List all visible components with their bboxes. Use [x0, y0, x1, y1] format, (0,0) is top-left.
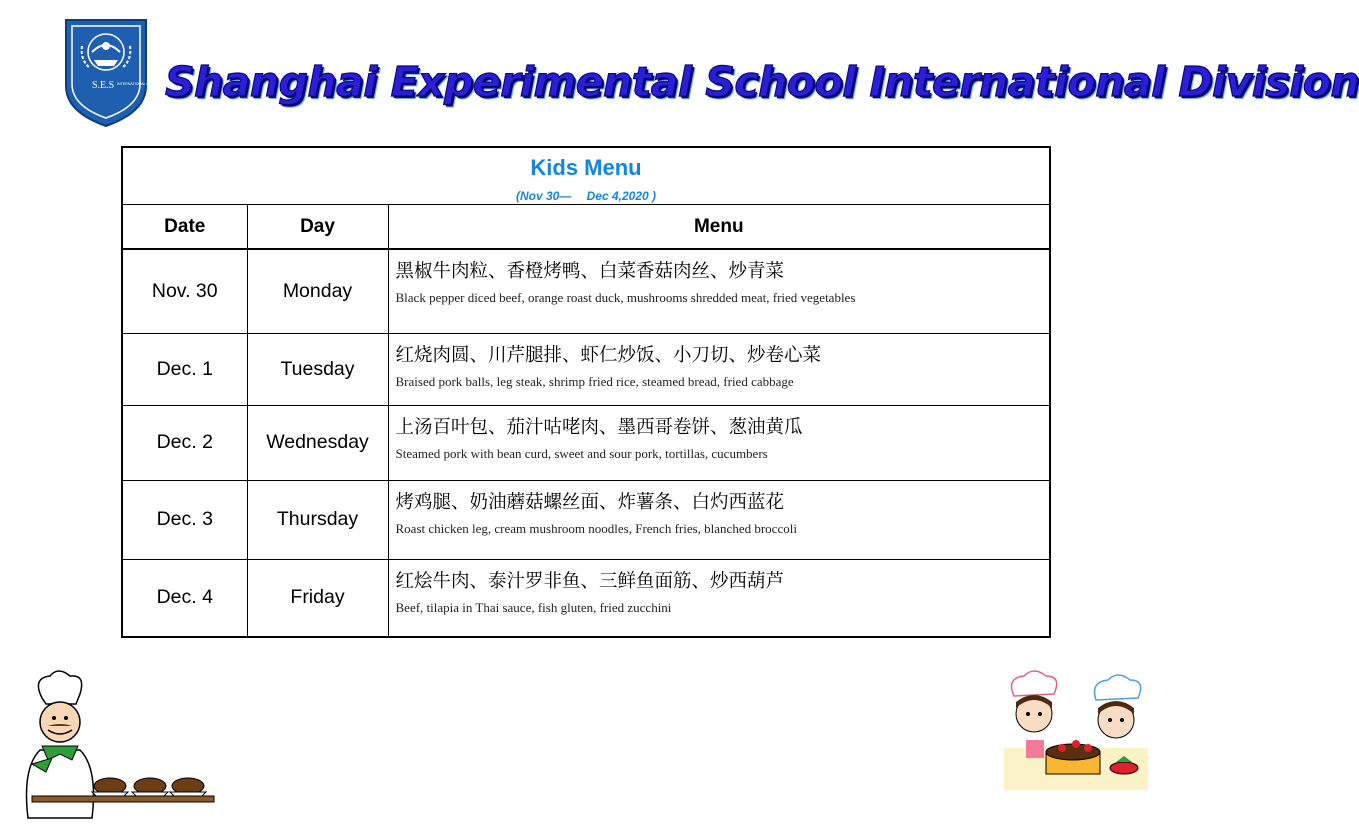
date-cell: Nov. 30: [122, 249, 247, 333]
day-cell: Friday: [247, 559, 388, 637]
menu-chinese: 黑椒牛肉粒、香橙烤鸭、白菜香菇肉丝、炒青菜: [395, 261, 785, 282]
menu-date-range: (Nov 30— Dec 4,2020 ): [515, 189, 657, 203]
menu-cell: [388, 333, 1050, 405]
menu-cell: [388, 249, 1050, 333]
menu-table: [121, 146, 1051, 638]
school-title: Shanghai Experimental School International Division: [165, 58, 1359, 106]
table-row: [122, 333, 1050, 405]
chef-illustration: [12, 668, 212, 820]
column-header-menu: Menu: [388, 205, 1050, 250]
menu-chinese: 红烩牛肉、泰汁罗非鱼、三鲜鱼面筋、炒西葫芦: [395, 570, 785, 592]
shield-logo-icon: [62, 16, 163, 130]
menu-header: [122, 147, 1050, 205]
kids-baking-illustration: [1000, 668, 1152, 794]
day-cell: Thursday: [247, 480, 388, 559]
menu-cell: [388, 559, 1050, 637]
menu-cell: [388, 405, 1050, 480]
menu-english: Black pepper diced beef, orange roast duck, mushrooms shredded meat, fried vegetables: [395, 290, 856, 305]
menu-english: Braised pork balls, leg steak, shrimp fried rice, steamed bread, fried cabbage: [395, 373, 794, 389]
day-cell: Tuesday: [247, 333, 388, 405]
menu-chinese: 红烧肉圆、川芹腿排、虾仁炒饭、小刀切、炒卷心菜: [395, 344, 822, 366]
day-cell: Wednesday: [247, 405, 388, 480]
column-header-day: Day: [247, 205, 388, 250]
menu-chinese: 上汤百叶包、茄汁咕咾肉、墨西哥卷饼、葱油黄瓜: [395, 416, 803, 438]
menu-chinese: 烤鸡腿、奶油蘑菇螺丝面、炸薯条、白灼西蓝花: [395, 491, 785, 513]
date-cell: Dec. 2: [122, 405, 247, 480]
date-cell: Dec. 4: [122, 559, 247, 637]
menu-title: Kids Menu: [530, 155, 642, 180]
logo-subtext: INTERNATIONAL DIVISION: [117, 82, 163, 86]
column-header-date: Date: [122, 205, 247, 250]
date-cell: Dec. 1: [122, 333, 247, 405]
date-cell: Dec. 3: [122, 480, 247, 559]
table-row: [122, 480, 1050, 559]
table-row: [122, 559, 1050, 637]
kids-cake-icon: [1000, 668, 1152, 794]
menu-english: Roast chicken leg, cream mushroom noodles, French fries, blanched broccoli: [395, 520, 797, 536]
menu-english: Steamed pork with bean curd, sweet and sour pork, tortillas, cucumbers: [395, 445, 768, 461]
logo-text: S.E.S: [92, 80, 115, 91]
menu-cell: [388, 480, 1050, 559]
menu-english: Beef, tilapia in Thai sauce, fish gluten, fried zucchini: [395, 599, 672, 615]
chef-icon: [12, 668, 212, 820]
school-logo: [62, 16, 163, 130]
table-row: [122, 405, 1050, 480]
table-row: [122, 249, 1050, 333]
day-cell: Monday: [247, 249, 388, 333]
